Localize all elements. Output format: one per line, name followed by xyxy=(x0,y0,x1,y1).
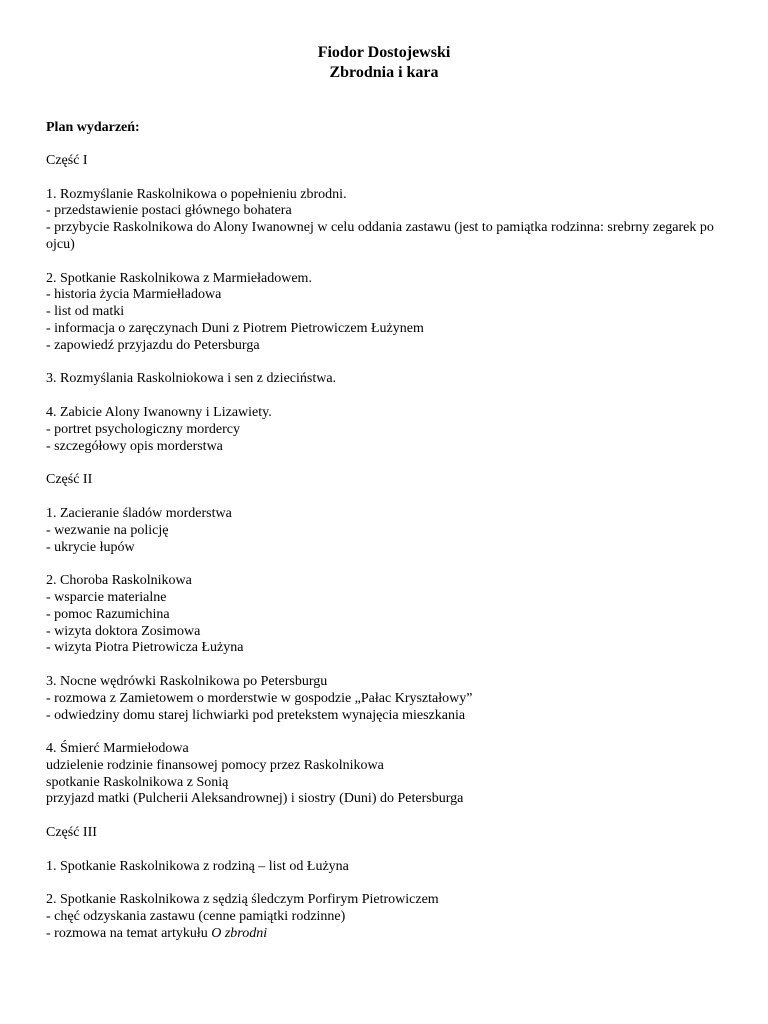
section-line: - przedstawienie postaci głównego bohatera xyxy=(46,203,292,219)
section xyxy=(46,405,736,455)
author-name: Fiodor Dostojewski xyxy=(317,44,451,61)
section-line: udzielenie rodzinie finansowej pomocy przez Raskolnikowa xyxy=(46,757,384,773)
section-line: - wizyta doktora Zosimowa xyxy=(46,623,201,639)
section-line: - informacja o zaręczynach Duni z Piotrem Pietrowiczem Łużynem xyxy=(46,320,424,336)
section-line: - rozmowa z Zamietowem o morderstwie w gospodzie „Pałac Kryształowy” xyxy=(46,690,473,706)
section-line: - zapowiedź przyjazdu do Petersburga xyxy=(46,337,260,353)
section xyxy=(46,573,736,657)
section-line: - wsparcie materialne xyxy=(46,589,167,605)
section-line: spotkanie Raskolnikowa z Sonią xyxy=(46,774,229,790)
section xyxy=(46,892,736,942)
section-line: - przybycie Raskolnikowa do Alony Iwanownej w celu oddania zastawu (jest to pamiątka rodzinna: srebrny zegarek po ojcu) xyxy=(46,220,714,252)
section-line: - ukrycie łupów xyxy=(46,539,135,555)
section-title: 4. Śmierć Marmiełodowa xyxy=(46,741,189,757)
section-title: 3. Nocne wędrówki Raskolnikowa po Petersburgu xyxy=(46,673,328,689)
section-line: - portret psychologiczny mordercy xyxy=(46,421,240,437)
section-line: - wezwanie na policję xyxy=(46,522,169,538)
section xyxy=(46,674,736,724)
section xyxy=(46,741,736,808)
section-line: - pomoc Razumichina xyxy=(46,606,170,622)
section-line: - wizyta Piotra Pietrowicza Łużyna xyxy=(46,640,244,656)
section-line: przyjazd matki (Pulcherii Aleksandrownej) i siostry (Duni) do Petersburga xyxy=(46,791,464,807)
section-title: 2. Spotkanie Raskolnikowa z sędzią śledczym Porfirym Pietrowiczem xyxy=(46,892,439,908)
section-line: - chęć odzyskania zastawu (cenne pamiątki rodzinne) xyxy=(46,909,346,925)
line-prefix: - rozmowa na temat artykułu xyxy=(46,926,212,942)
section-title: 1. Spotkanie Raskolnikowa z rodziną – list od Łużyna xyxy=(46,858,349,874)
section xyxy=(46,506,736,556)
plan-label: Plan wydarzeń: xyxy=(46,120,140,135)
section-title: 3. Rozmyślania Raskolniokowa i sen z dzieciństwa. xyxy=(46,371,337,387)
part-heading: Część II xyxy=(46,472,93,488)
part-heading: Część III xyxy=(46,825,97,841)
section-title: 1. Rozmyślanie Raskolnikowa o popełnieniu zbrodni. xyxy=(46,186,347,202)
book-title: Zbrodnia i kara xyxy=(329,64,439,81)
section xyxy=(46,187,736,254)
section-line xyxy=(46,926,736,943)
part-heading: Część I xyxy=(46,153,88,168)
document-page xyxy=(46,43,736,943)
section xyxy=(46,859,736,876)
plan-content xyxy=(46,153,736,943)
section-line: - list od matki xyxy=(46,304,125,320)
section xyxy=(46,371,736,388)
section-title: 1. Zacieranie śladów morderstwa xyxy=(46,505,232,521)
article-title-italic: O zbrodni xyxy=(211,926,268,942)
section-line: - historia życia Marmiełladowa xyxy=(46,287,222,303)
section-line: - szczegółowy opis morderstwa xyxy=(46,438,223,454)
section-title: 2. Spotkanie Raskolnikowa z Marmieładowem. xyxy=(46,270,312,286)
title-block xyxy=(46,43,722,83)
section-line: - odwiedziny domu starej lichwiarki pod pretekstem wynajęcia mieszkania xyxy=(46,707,466,723)
section xyxy=(46,271,736,355)
section-title: 2. Choroba Raskolnikowa xyxy=(46,573,192,589)
section-title: 4. Zabicie Alony Iwanowny i Lizawiety. xyxy=(46,404,272,420)
